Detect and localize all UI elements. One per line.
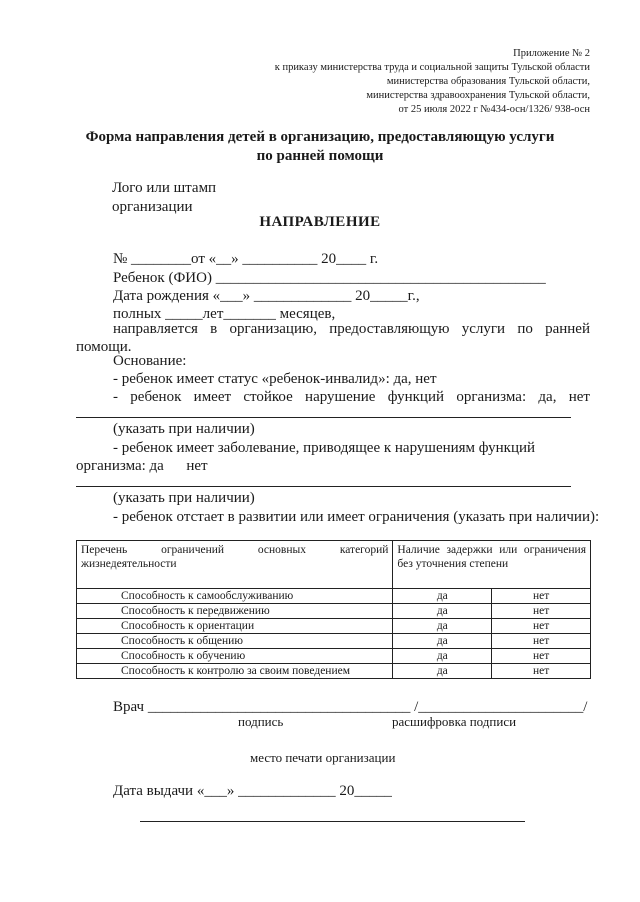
yes-cell: да [393,619,492,634]
table-row [77,589,591,604]
disease-line-2: организма: да нет [76,458,208,474]
table-header-row [77,541,591,589]
no-cell: нет [492,604,591,619]
yes-cell: да [393,634,492,649]
table-row [77,634,591,649]
persistent-impairment-line: - ребенок имеет стойкое нарушение функций организма: да, нет [113,389,590,405]
specify-note-1: (указать при наличии) [113,421,255,437]
doctor-signature-line: Врач ___________________________________ /______________________/ [113,699,588,715]
basis-label: Основание: [113,353,187,369]
table-row [77,619,591,634]
number-date-field: № ________от «__» __________ 20____ г. [113,251,379,267]
logo-placeholder-line-1: Лого или штамп [112,180,217,196]
signature-caption: подпись [238,714,284,729]
specify-underline-1 [76,417,571,418]
ability-cell: Способность к самообслуживанию [77,589,393,604]
appendix-line-2: к приказу министерства труда и социальной защиты Тульской области [274,62,590,73]
seal-place-label: место печати организации [250,750,396,765]
ability-cell: Способность к передвижению [77,604,393,619]
table-row [77,649,591,664]
age-field: полных _____лет_______ месяцев, [113,306,336,322]
disease-line-1: - ребенок имеет заболевание, приводящее к нарушениям функций [113,440,536,456]
appendix-line-1: Приложение № 2 [513,48,590,59]
ability-cell: Способность к ориентации [77,619,393,634]
specify-underline-2 [76,486,571,487]
table-row [77,664,591,679]
document-heading: НАПРАВЛЕНИЕ [259,214,381,230]
no-cell: нет [492,589,591,604]
issue-date-field: Дата выдачи «___» _____________ 20_____ [113,783,392,799]
appendix-line-4: министерства здравоохранения Тульской области, [366,90,590,101]
disabled-status-line: - ребенок имеет статус «ребенок-инвалид»: да, нет [113,371,437,387]
no-cell: нет [492,664,591,679]
table-row [77,604,591,619]
no-cell: нет [492,619,591,634]
specify-note-2: (указать при наличии) [113,490,255,506]
yes-cell: да [393,589,492,604]
ability-cell: Способность к контролю за своим поведением [77,664,393,679]
referral-text-line-1: направляется в организацию, предоставляющую услуги по ранней [113,321,590,337]
limitations-table [76,540,591,679]
no-cell: нет [492,649,591,664]
signature-decoding-caption: расшифровка подписи [392,714,517,729]
child-name-field: Ребенок (ФИО) ____________________________________________ [113,270,546,286]
yes-cell: да [393,649,492,664]
birth-date-field: Дата рождения «___» _____________ 20_____г., [113,288,420,304]
developmental-delay-line: - ребенок отстает в развитии или имеет ограничения (указать при наличии): [113,509,600,525]
ability-cell: Способность к обучению [77,649,393,664]
header-categories: Перечень ограничений основных категорий жизнедеятельности [77,541,393,589]
yes-cell: да [393,664,492,679]
form-title-line-2: по ранней помощи [256,148,384,164]
appendix-line-3: министерства образования Тульской области, [386,76,590,87]
header-presence: Наличие задержки или ограничения без уточнения степени [393,541,591,589]
bottom-underline [140,821,525,822]
ability-cell: Способность к общению [77,634,393,649]
yes-cell: да [393,604,492,619]
logo-placeholder-line-2: организации [112,199,193,215]
no-cell: нет [492,634,591,649]
form-title-line-1: Форма направления детей в организацию, предоставляющую услуги [85,129,555,145]
referral-text-line-2: помощи. [76,339,132,355]
appendix-line-5: от 25 июля 2022 г №434-осн/1326/ 938-осн [398,104,590,115]
